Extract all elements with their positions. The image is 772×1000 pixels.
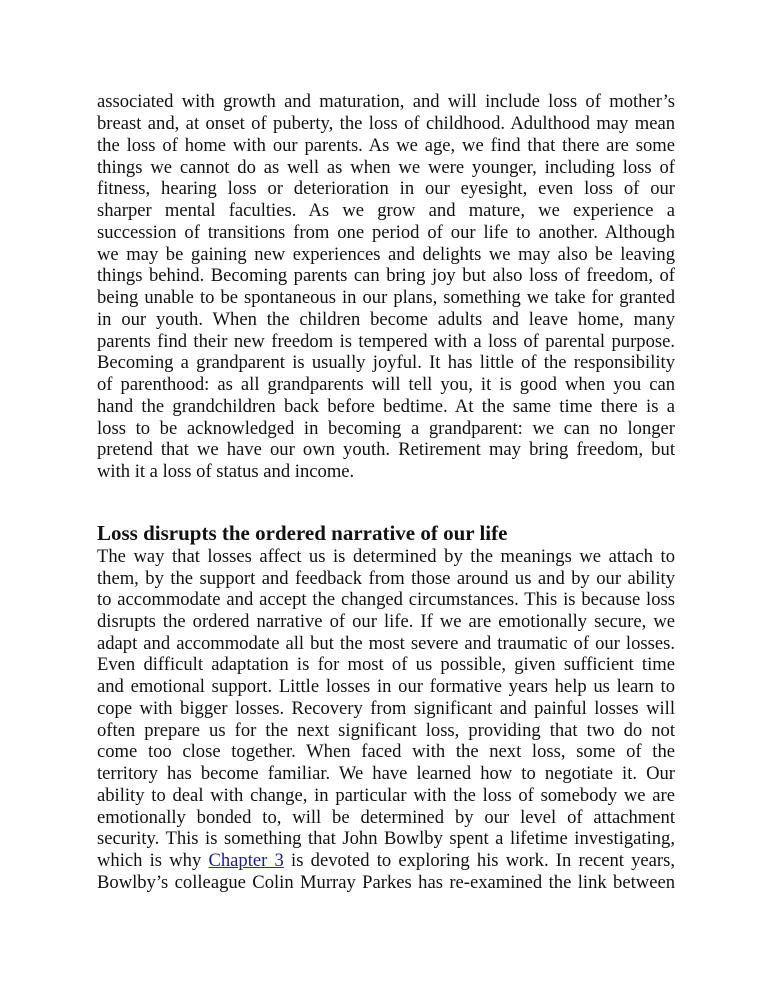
text-line: security. This is something that John Bowlby spent a lifetime investigating, [97, 828, 675, 849]
text-line: associated with growth and maturation, and will include loss of mother’s [97, 91, 675, 112]
text-segment: is devoted to exploring his work. In recent years, [283, 850, 675, 871]
text-line: we may be gaining new experiences and delights we may also be leaving [97, 244, 675, 265]
text-line: hand the grandchildren back before bedtime. At the same time there is a [97, 396, 675, 417]
text-line: disrupts the ordered narrative of our life. If we are emotionally secure, we [97, 611, 675, 632]
text-line: things we cannot do as well as when we were younger, including loss of [97, 157, 675, 178]
text-line: succession of transitions from one period of our life to another. Although [97, 222, 675, 243]
text-line: emotionally bonded to, will be determined by our level of attachment [97, 807, 675, 828]
text-line: Even difficult adaptation is for most of us possible, given sufficient time [97, 654, 675, 675]
section-heading: Loss disrupts the ordered narrative of our life [97, 521, 508, 545]
text-line: The way that losses affect us is determined by the meanings we attach to [97, 546, 675, 567]
text-line-with-link [97, 850, 675, 872]
text-line: them, by the support and feedback from those around us and by our ability [97, 568, 675, 589]
text-line: of parenthood: as all grandparents will tell you, it is good when you can [97, 374, 675, 395]
text-line: in our youth. When the children become adults and leave home, many [97, 309, 675, 330]
text-line: things behind. Becoming parents can bring joy but also loss of freedom, of [97, 265, 675, 286]
text-segment: which is why [97, 850, 209, 871]
text-line: breast and, at onset of puberty, the loss of childhood. Adulthood may mean [97, 113, 675, 134]
text-line: with it a loss of status and income. [97, 461, 355, 482]
text-line: being unable to be spontaneous in our plans, something we take for granted [97, 287, 675, 308]
text-line: pretend that we have our own youth. Retirement may bring freedom, but [97, 439, 675, 460]
text-line: territory has become familiar. We have learned how to negotiate it. Our [97, 763, 675, 784]
text-line: adapt and accommodate all but the most severe and traumatic of our losses. [97, 633, 675, 654]
text-line: often prepare us for the next significant loss, providing that two do not [97, 720, 675, 741]
text-line: to accommodate and accept the changed circumstances. This is because loss [97, 589, 675, 610]
text-line: cope with bigger losses. Recovery from significant and painful losses will [97, 698, 675, 719]
text-line: ability to deal with change, in particular with the loss of somebody we are [97, 785, 675, 806]
text-line: and emotional support. Little losses in our formative years help us learn to [97, 676, 675, 697]
text-line: fitness, hearing loss or deterioration in our eyesight, even loss of our [97, 178, 675, 199]
text-line: parents find their new freedom is tempered with a loss of parental purpose. [97, 331, 675, 352]
text-line: Becoming a grandparent is usually joyful. It has little of the responsibility [97, 352, 675, 373]
text-line: sharper mental faculties. As we grow and mature, we experience a [97, 200, 675, 221]
text-line: Bowlby’s colleague Colin Murray Parkes has re-examined the link between [97, 872, 675, 893]
text-line: the loss of home with our parents. As we age, we find that there are some [97, 135, 675, 156]
chapter-3-link[interactable]: Chapter 3 [208, 850, 284, 871]
text-line: come too close together. When faced with the next loss, some of the [97, 741, 675, 762]
text-line: loss to be acknowledged in becoming a grandparent: we can no longer [97, 418, 675, 439]
